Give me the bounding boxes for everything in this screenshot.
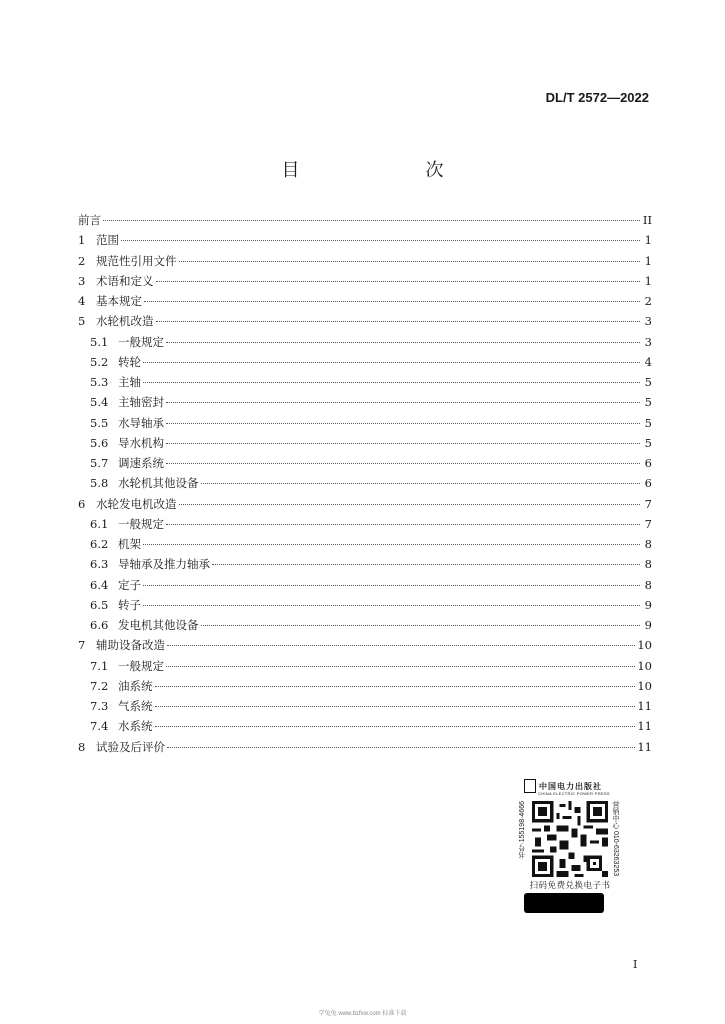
toc-entry-number: 7.2 [90, 678, 109, 693]
toc-leader-dots [156, 321, 641, 322]
toc-entry[interactable] [78, 516, 652, 536]
toc-entry-label: 主轴 [118, 375, 141, 389]
toc-entry-label: 调速系统 [118, 456, 164, 470]
toc-leader-dots [166, 423, 640, 424]
toc-leader-dots [143, 362, 640, 363]
toc-entry-page: 7 [644, 516, 652, 531]
toc-entry-label: 基本规定 [96, 294, 142, 308]
toc-leader-dots [166, 463, 640, 464]
toc-entry-label: 水导轴承 [118, 415, 164, 430]
toc-entry-label: 水系统 [118, 719, 153, 734]
toc-entry-number: 5.5 [90, 415, 109, 430]
book-number: 书号·155198·4666 [519, 801, 526, 859]
toc-entry[interactable] [78, 739, 652, 759]
toc-leader-dots [166, 524, 640, 525]
toc-entry-page: 4 [644, 354, 652, 369]
toc-entry[interactable] [78, 273, 652, 293]
publisher-name: 中国电力出版社 [539, 780, 602, 791]
toc-entry-number: 5.6 [90, 435, 109, 450]
marketing-phone: 营销中心 010-63263253 [612, 801, 619, 877]
toc-entry-label: 规范性引用文件 [96, 253, 177, 268]
toc-entry-number: 7.4 [90, 719, 109, 734]
toc-entry-label: 范围 [96, 233, 119, 248]
toc-entry-label: 油系统 [118, 678, 153, 693]
toc-entry-page: 8 [644, 557, 652, 572]
toc-entry-number: 3 [78, 273, 86, 288]
toc-entry[interactable] [78, 536, 652, 556]
toc-leader-dots [201, 483, 641, 484]
footer-watermark: 学兔兔 www.bzfxw.com 标准下载 [318, 1011, 407, 1017]
toc-entry[interactable] [78, 313, 652, 333]
toc-entry-page: 8 [644, 577, 652, 592]
toc-entry-label: 转子 [118, 597, 141, 612]
toc-entry-page: 9 [644, 597, 652, 612]
publisher-emblem-icon [524, 779, 536, 793]
toc-leader-dots [212, 564, 640, 565]
toc-entry[interactable] [78, 435, 652, 455]
toc-entry-page: 11 [637, 739, 652, 754]
toc-entry-number: 6.5 [90, 597, 109, 612]
toc-leader-dots [166, 342, 640, 343]
toc-entry[interactable] [78, 415, 652, 435]
toc-entry-label: 水轮发电机改造 [96, 496, 177, 511]
toc-leader-dots [155, 726, 636, 727]
toc-entry-number: 6.2 [90, 537, 109, 551]
toc-entry[interactable] [78, 293, 652, 313]
toc-entry-page: II [642, 213, 652, 227]
toc-entry-page: 1 [644, 273, 652, 288]
toc-entry-page: 1 [644, 253, 652, 268]
toc-entry-label: 一般规定 [118, 658, 164, 673]
toc-leader-dots [166, 443, 640, 444]
toc-entry-page: 1 [644, 233, 652, 248]
toc-entry-label: 气系统 [118, 699, 153, 713]
toc-entry-number: 4 [78, 294, 86, 308]
toc-entry-number: 7 [78, 638, 86, 653]
toc-entry-label: 转轮 [118, 354, 141, 369]
toc-entry[interactable] [78, 394, 652, 414]
qr-promo-block [520, 775, 620, 915]
qr-caption: 扫码免费兑换电子书 [529, 881, 611, 891]
toc-leader-dots [167, 747, 635, 748]
toc-leader-dots [179, 504, 641, 505]
toc-entry[interactable] [78, 718, 652, 738]
toc-entry[interactable] [78, 253, 652, 273]
toc-leader-dots [143, 382, 640, 383]
toc-leader-dots [201, 625, 641, 626]
toc-entry[interactable] [78, 354, 652, 374]
toc-entry[interactable] [78, 658, 652, 678]
toc-entry-page: 5 [644, 435, 652, 450]
toc-leader-dots [179, 261, 641, 262]
toc-entry-label: 水轮机其他设备 [118, 476, 199, 491]
toc-entry-page: 5 [644, 415, 652, 430]
toc-entry-label: 试验及后评价 [96, 739, 165, 754]
toc-entry-number: 5.3 [90, 375, 109, 389]
toc-entry-number: 5 [78, 314, 86, 329]
redaction-bar [524, 893, 604, 913]
toc-entry[interactable] [78, 475, 652, 495]
qr-code-icon[interactable] [532, 801, 608, 877]
toc-leader-dots [156, 281, 641, 282]
toc-leader-dots [143, 544, 640, 545]
toc-entry-page: 6 [644, 456, 652, 470]
toc-entry-page: 2 [644, 294, 652, 308]
toc-entry-number: 6.1 [90, 516, 109, 531]
toc-entry-label: 导轴承及推力轴承 [118, 557, 210, 572]
toc-entry-page: 9 [644, 618, 652, 632]
toc-entry-number: 6.6 [90, 618, 109, 632]
toc-leader-dots [143, 605, 640, 606]
toc-leader-dots [103, 220, 640, 221]
toc-leader-dots [121, 240, 640, 241]
publisher-name-en: CHINA ELECTRIC POWER PRESS [538, 791, 610, 796]
toc-entry-number: 7.1 [90, 658, 109, 673]
toc-entry[interactable] [78, 374, 652, 394]
toc-leader-dots [143, 585, 640, 586]
toc-leader-dots [166, 666, 635, 667]
toc-entry-page: 5 [644, 375, 652, 389]
page-number: I [633, 958, 638, 971]
toc-entry-page: 11 [637, 719, 652, 734]
toc-entry-label: 前言 [78, 213, 101, 227]
toc-entry-label: 发电机其他设备 [118, 618, 199, 632]
table-of-contents [78, 212, 652, 759]
toc-entry-label: 机架 [118, 537, 141, 551]
toc-entry[interactable] [78, 617, 652, 637]
toc-entry-number: 5.2 [90, 354, 109, 369]
toc-entry[interactable] [78, 698, 652, 718]
toc-title: 目 次 [281, 160, 474, 181]
toc-leader-dots [155, 706, 636, 707]
toc-leader-dots [167, 645, 635, 646]
toc-entry[interactable] [78, 496, 652, 516]
toc-entry-number: 6.3 [90, 557, 109, 572]
toc-leader-dots [155, 686, 636, 687]
toc-entry-page: 8 [644, 537, 652, 551]
toc-entry[interactable] [78, 455, 652, 475]
toc-entry[interactable] [78, 212, 652, 232]
toc-entry[interactable] [78, 637, 652, 657]
toc-leader-dots [166, 402, 640, 403]
document-code: DL/T 2572—2022 [545, 90, 649, 105]
toc-entry-number: 7.3 [90, 699, 109, 713]
toc-entry-page: 10 [637, 678, 652, 693]
toc-entry-page: 7 [644, 496, 652, 511]
toc-leader-dots [144, 301, 640, 302]
toc-entry-label: 辅助设备改造 [96, 638, 165, 653]
toc-entry-number: 8 [78, 739, 86, 754]
toc-entry-label: 一般规定 [118, 334, 164, 349]
toc-entry-page: 11 [637, 699, 652, 713]
toc-entry[interactable] [78, 678, 652, 698]
toc-entry-label: 导水机构 [118, 435, 164, 450]
toc-entry-page: 10 [637, 638, 652, 653]
toc-entry[interactable] [78, 597, 652, 617]
toc-entry-label: 术语和定义 [96, 273, 154, 288]
toc-entry[interactable] [78, 232, 652, 252]
toc-entry-page: 10 [637, 658, 652, 673]
toc-entry-label: 一般规定 [118, 516, 164, 531]
toc-entry-number: 2 [78, 253, 86, 268]
toc-entry-page: 6 [644, 476, 652, 491]
toc-entry-number: 5.8 [90, 476, 109, 491]
toc-entry-label: 定子 [118, 577, 141, 592]
toc-entry-page: 5 [644, 395, 652, 410]
toc-entry-number: 1 [78, 233, 86, 248]
toc-entry[interactable] [78, 577, 652, 597]
toc-entry-page: 3 [644, 314, 652, 329]
toc-entry-page: 3 [644, 334, 652, 349]
toc-entry-label: 主轴密封 [118, 395, 164, 410]
toc-entry-number: 5.4 [90, 395, 109, 410]
toc-entry[interactable] [78, 334, 652, 354]
toc-entry-number: 6.4 [90, 577, 109, 592]
toc-entry-label: 水轮机改造 [96, 314, 154, 329]
toc-entry-number: 5.1 [90, 334, 109, 349]
toc-entry[interactable] [78, 556, 652, 576]
toc-entry-number: 5.7 [90, 456, 109, 470]
toc-entry-number: 6 [78, 496, 86, 511]
